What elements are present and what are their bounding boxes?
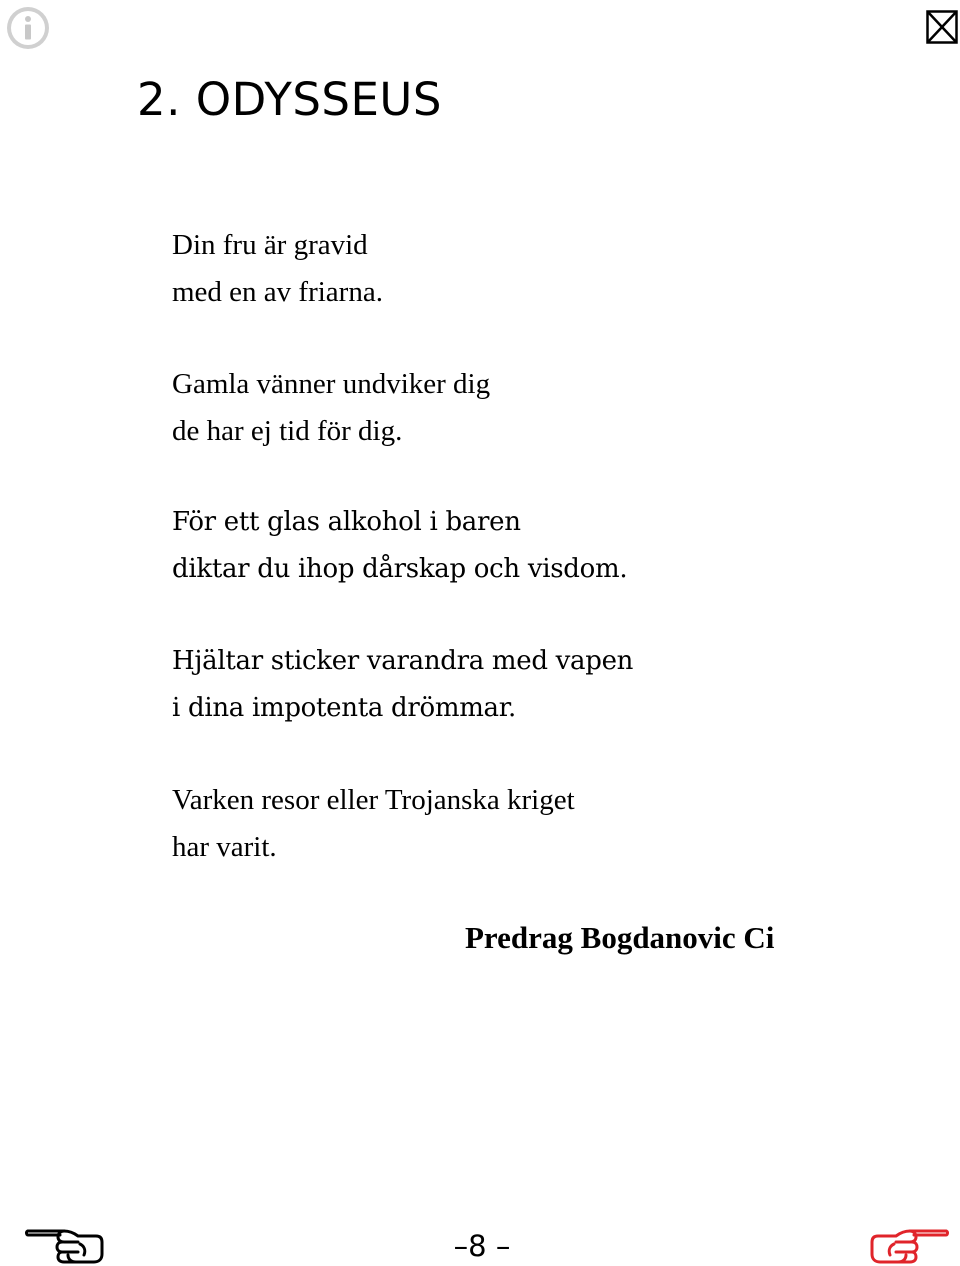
poem-line: i dina impotenta drömmar. [172, 693, 516, 723]
poem-line: Hjältar sticker varandra med vapen [172, 646, 634, 676]
hand-pointing-right-icon[interactable] [870, 1222, 950, 1266]
poem-line: För ett glas alkohol i baren [172, 507, 521, 537]
poem-line: med en av friarna. [172, 276, 383, 308]
page-title: 2. ODYSSEUS [137, 73, 442, 126]
poem-line: Varken resor eller Trojanska kriget [172, 784, 575, 816]
poem-author: Predrag Bogdanovic Ci [465, 920, 775, 955]
poem-line: Din fru är gravid [172, 229, 368, 261]
poem-line: diktar du ihop dårskap och visdom. [172, 554, 628, 584]
page-number: –8 – [453, 1229, 511, 1263]
close-icon[interactable] [926, 10, 958, 44]
info-icon[interactable] [4, 4, 52, 52]
poem-line: de har ej tid för dig. [172, 415, 403, 447]
poem-line: har varit. [172, 831, 277, 863]
poem-line: Gamla vänner undviker dig [172, 368, 491, 400]
hand-pointing-left-icon[interactable] [24, 1222, 104, 1266]
